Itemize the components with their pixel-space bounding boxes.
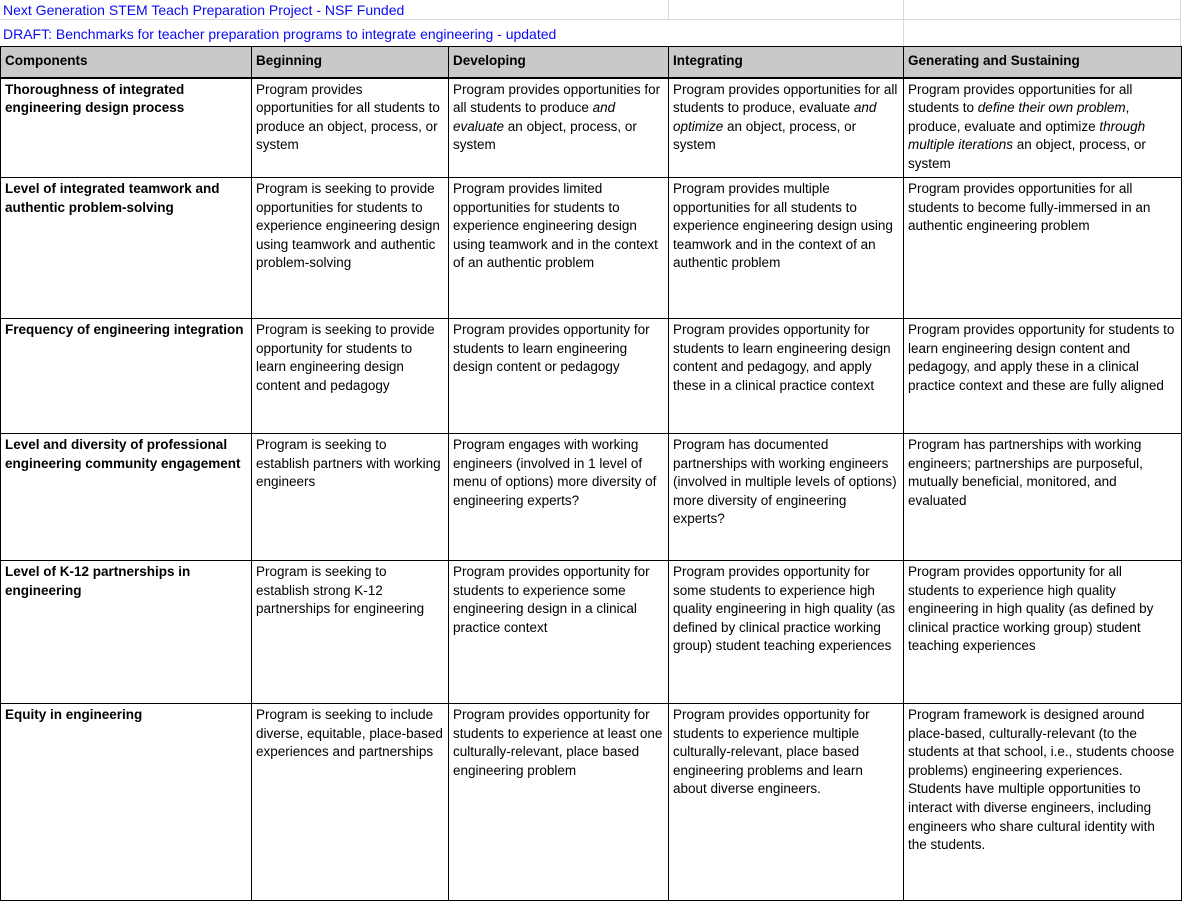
header-developing: Developing — [449, 47, 669, 78]
benchmarks-table — [0, 46, 1182, 901]
benchmark-cell: Program engages with working engineers (involved in 1 level of menu of options) more diversity of engineering experts? — [449, 434, 669, 561]
table-row — [1, 434, 1182, 561]
project-title: Next Generation STEM Teach Preparation Project - NSF Funded — [3, 2, 405, 18]
benchmark-cell: Program has partnerships with working engineers; partnerships are purposeful, mutually beneficial, monitored, and evaluated — [904, 434, 1182, 561]
benchmark-cell: Program provides opportunities for all students to produce an object, process, or system — [252, 78, 449, 178]
benchmark-cell: Program provides opportunity for students to learn engineering design content and pedagogy, and apply these in a clinical practice context — [669, 319, 904, 434]
benchmark-cell: Program provides opportunities for all students to define their own problem, produce, evaluate and optimize through multiple iterations an object, process, or system — [904, 78, 1182, 178]
benchmark-cell: Program is seeking to include diverse, equitable, place-based experiences and partnerships — [252, 704, 449, 901]
empty-cell — [903, 0, 1181, 20]
component-cell: Level and diversity of professional engineering community engagement — [1, 434, 252, 561]
benchmark-cell: Program provides opportunity for students to learn engineering design content or pedagogy — [449, 319, 669, 434]
table-row — [1, 178, 1182, 319]
benchmark-cell: Program is seeking to provide opportunity for students to learn engineering design content and pedagogy — [252, 319, 449, 434]
title-row-1 — [0, 0, 1181, 20]
table-row — [1, 78, 1182, 178]
empty-cell — [903, 20, 1181, 46]
benchmark-cell: Program is seeking to establish strong K-12 partnerships for engineering — [252, 561, 449, 704]
draft-subtitle: DRAFT: Benchmarks for teacher preparation programs to integrate engineering - updated — [3, 26, 557, 42]
table-row — [1, 561, 1182, 704]
table-header-row — [1, 47, 1182, 78]
component-cell: Frequency of engineering integration — [1, 319, 252, 434]
benchmark-cell: Program provides opportunity for students to experience at least one culturally-relevant, place based engineering problem — [449, 704, 669, 901]
component-cell: Equity in engineering — [1, 704, 252, 901]
subtitle-cell — [0, 20, 903, 46]
table-row — [1, 319, 1182, 434]
benchmark-cell: Program provides opportunities for all students to produce and evaluate an object, process, or system — [449, 78, 669, 178]
title-row-2 — [0, 20, 1181, 46]
empty-cell — [668, 0, 903, 20]
benchmark-cell: Program framework is designed around place-based, culturally-relevant (to the students at that school, i.e., students choose problems) engineering experiences. Students have multiple opportunities to interact with diverse engineers, including engineers who share cultural identity with the students. — [904, 704, 1182, 901]
benchmark-cell: Program has documented partnerships with working engineers (involved in multiple levels of options) more diversity of engineering experts? — [669, 434, 904, 561]
header-generating-sustaining: Generating and Sustaining — [904, 47, 1182, 78]
benchmark-cell: Program provides opportunity for students to experience some engineering design in a clinical practice context — [449, 561, 669, 704]
benchmark-cell: Program provides limited opportunities for students to experience engineering design using teamwork and in the context of an authentic problem — [449, 178, 669, 319]
header-beginning: Beginning — [252, 47, 449, 78]
benchmark-cell: Program provides opportunities for all students to become fully-immersed in an authentic engineering problem — [904, 178, 1182, 319]
benchmark-cell: Program is seeking to provide opportunities for students to experience engineering design using teamwork and authentic problem-solving — [252, 178, 449, 319]
benchmark-cell: Program provides opportunity for all students to experience high quality engineering in high quality (as defined by clinical practice working group) student teaching experiences — [904, 561, 1182, 704]
header-components: Components — [1, 47, 252, 78]
benchmark-cell: Program provides opportunities for all students to produce, evaluate and optimize an object, process, or system — [669, 78, 904, 178]
benchmark-cell: Program provides multiple opportunities for all students to experience engineering design using teamwork and in the context of an authentic problem — [669, 178, 904, 319]
benchmark-cell: Program provides opportunity for some students to experience high quality engineering in high quality (as defined by clinical practice working group) student teaching experiences — [669, 561, 904, 704]
component-cell: Level of K-12 partnerships in engineering — [1, 561, 252, 704]
title-cell — [0, 0, 668, 20]
table-row — [1, 704, 1182, 901]
benchmark-cell: Program provides opportunity for students to experience multiple culturally-relevant, place based engineering problems and learn about diverse engineers. — [669, 704, 904, 901]
header-integrating: Integrating — [669, 47, 904, 78]
benchmark-cell: Program provides opportunity for students to learn engineering design content and pedagogy, and apply these in a clinical practice context and these are fully aligned — [904, 319, 1182, 434]
component-cell: Thoroughness of integrated engineering design process — [1, 78, 252, 178]
table-body — [1, 78, 1182, 901]
benchmark-cell: Program is seeking to establish partners with working engineers — [252, 434, 449, 561]
component-cell: Level of integrated teamwork and authentic problem-solving — [1, 178, 252, 319]
